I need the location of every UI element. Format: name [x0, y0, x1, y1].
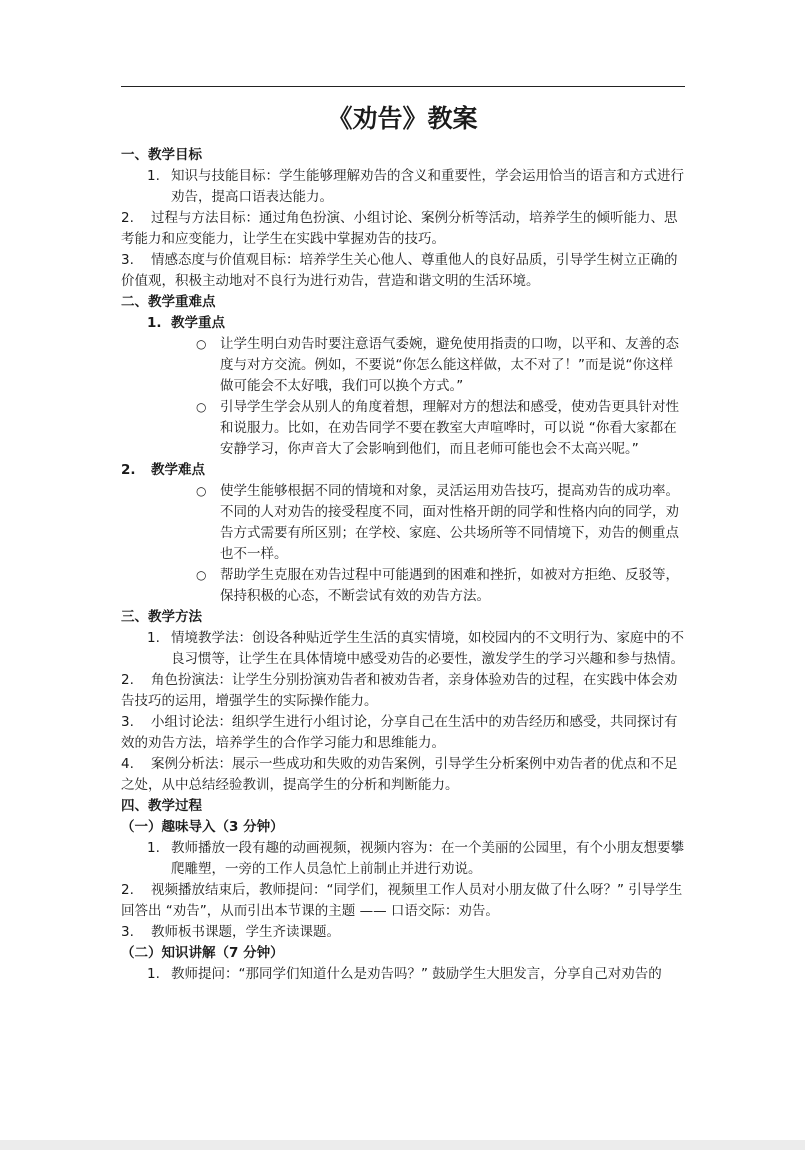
section-heading: 四、教学过程: [121, 798, 202, 814]
list-item: 2. 角色扮演法：让学生分别扮演劝告者和被劝告者，亲身体验劝告的过程，在实践中体会劝告技巧的运用，增强学生的实际操作能力。: [121, 672, 678, 709]
list-item: 4. 案例分析法：展示一些成功和失败的劝告案例，引导学生分析案例中劝告者的优点和不足之处，从中总结经验教训，提高学生的分析和判断能力。: [121, 756, 678, 793]
part-heading: （二）知识讲解（7 分钟）: [121, 945, 284, 961]
list-item: 3. 小组讨论法：组织学生进行小组讨论，分享自己在生活中的劝告经历和感受，共同探讨有效的劝告方法，培养学生的合作学习能力和思维能力。: [121, 714, 678, 751]
list-item: 2. 过程与方法目标：通过角色扮演、小组讨论、案例分析等活动，培养学生的倾听能力、思考能力和应变能力，让学生在实践中掌握劝告的技巧。: [121, 210, 678, 247]
list-item: 1. 情境教学法：创设各种贴近学生生活的真实情境，如校园内的不文明行为、家庭中的不良习惯等，让学生在具体情境中感受劝告的必要性，激发学生的学习兴趣和参与热情。: [147, 630, 684, 667]
list-item: 1. 教师播放一段有趣的动画视频，视频内容为：在一个美丽的公园里，有个小朋友想要攀爬雕塑，一旁的工作人员急忙上前制止并进行劝说。: [147, 840, 684, 877]
subsection-heading: 2. 教学难点: [121, 462, 205, 478]
document-body: [121, 145, 686, 985]
bullet-icon: ○: [196, 337, 207, 351]
list-item: 3. 教师板书课题，学生齐读课题。: [121, 924, 340, 940]
list-item: 3. 情感态度与价值观目标：培养学生关心他人、尊重他人的良好品质，引导学生树立正确的价值观，积极主动地对不良行为进行劝告，营造和谐文明的生活环境。: [121, 252, 678, 289]
list-item: 1. 教师提问：“那同学们知道什么是劝告吗？” 鼓励学生大胆发言，分享自己对劝告的: [147, 966, 662, 982]
section-heading: 三、教学方法: [121, 609, 202, 625]
bullet-item: ○ 让学生明白劝告时要注意语气委婉，避免使用指责的口吻，以平和、友善的态度与对方交流。例如，不要说“你怎么能这样做，太不对了！”而是说“你这样做可能会不太好哦，我们可以换个方式。”: [196, 336, 679, 394]
bullet-item: ○ 使学生能够根据不同的情境和对象，灵活运用劝告技巧，提高劝告的成功率。不同的人对劝告的接受程度不同，面对性格开朗的同学和性格内向的同学，劝告方式需要有所区别；在学校、家庭、公共场所等不同情境下，劝告的侧重点也不一样。: [196, 483, 679, 562]
page-gap: [0, 1140, 805, 1150]
bullet-icon: ○: [196, 568, 207, 582]
header-rule: [121, 86, 685, 87]
list-item: 2. 视频播放结束后，教师提问：“同学们，视频里工作人员对小朋友做了什么呀？” 引导学生回答出 “劝告”，从而引出本节课的主题 —— 口语交际：劝告。: [121, 882, 683, 919]
section-heading: 一、教学目标: [121, 147, 202, 163]
bullet-icon: ○: [196, 400, 207, 414]
subsection-heading: 1. 教学重点: [147, 315, 225, 331]
list-item: 1. 知识与技能目标：学生能够理解劝告的含义和重要性，学会运用恰当的语言和方式进行劝告，提高口语表达能力。: [147, 168, 684, 205]
section-heading: 二、教学重难点: [121, 294, 216, 310]
part-heading: （一）趣味导入（3 分钟）: [121, 819, 284, 835]
bullet-item: ○ 帮助学生克服在劝告过程中可能遇到的困难和挫折，如被对方拒绝、反驳等，保持积极的心态，不断尝试有效的劝告方法。: [196, 567, 679, 604]
bullet-icon: ○: [196, 484, 207, 498]
document-title: 《劝告》教案: [327, 104, 478, 133]
bullet-item: ○ 引导学生学会从别人的角度着想，理解对方的想法和感受，使劝告更具针对性和说服力。比如，在劝告同学不要在教室大声喧哗时，可以说 “你看大家都在安静学习，你声音大了会影响到他们，而且老师可能也会不太高兴呢。”: [196, 399, 679, 457]
